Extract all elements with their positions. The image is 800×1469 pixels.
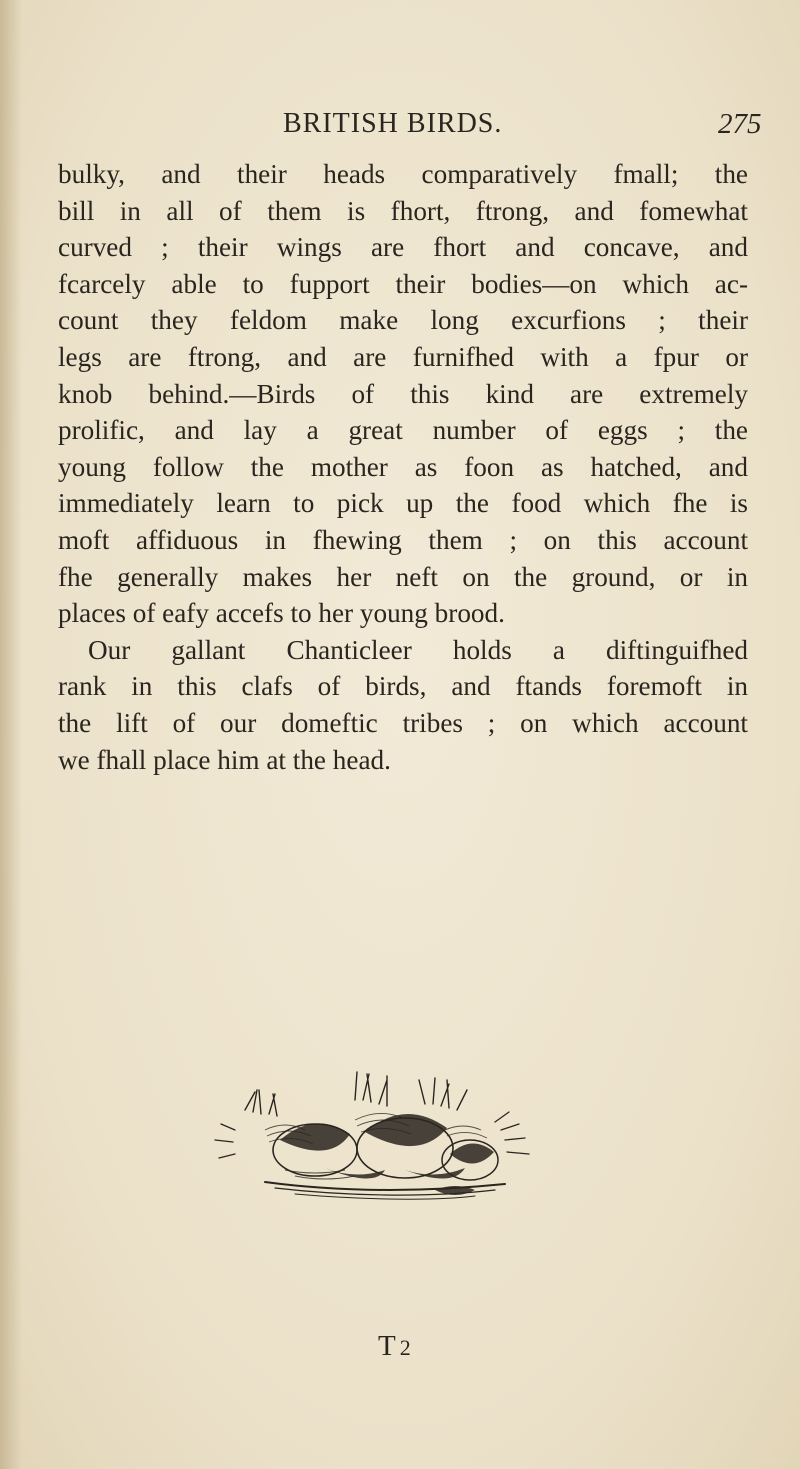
text-line: moft affiduous in fhewing them ; on this account: [58, 524, 748, 555]
text-line: the lift of our domeftic tribes ; on which account: [58, 707, 748, 738]
tailpiece-vignette: [205, 1070, 580, 1210]
text-line: young follow the mother as foon as hatched, and: [58, 451, 748, 482]
text-line: immediately learn to pick up the food which fhe is: [58, 488, 748, 519]
body-text: [58, 156, 748, 778]
page-header: [0, 108, 800, 148]
text-line: fhe generally makes her neft on the ground, or in: [58, 561, 748, 592]
signature-letter: T: [378, 1330, 396, 1362]
text-line: bulky, and their heads comparatively fmall; the: [58, 159, 748, 189]
text-line: count they feldom make long excurfions ; their: [58, 305, 748, 336]
text-line: bill in all of them is fhort, ftrong, and fomewhat: [58, 195, 748, 226]
text-line: Our gallant Chanticleer holds a diftinguifhed: [88, 634, 748, 665]
text-line: knob behind.—Birds of this kind are extremely: [58, 378, 748, 409]
text-line: prolific, and lay a great number of eggs ; the: [58, 415, 748, 446]
spine-shadow: [0, 0, 22, 1469]
signature-number: 2: [399, 1335, 411, 1360]
printer-signature: [378, 1330, 411, 1363]
text-line: fcarcely able to fupport their bodies—on which ac-: [58, 268, 748, 299]
text-line: curved ; their wings are fhort and concave, and: [58, 232, 748, 263]
text-line: places of eafy accefs to her young brood.: [58, 598, 505, 629]
text-line: we fhall place him at the head.: [58, 744, 391, 775]
text-line: rank in this clafs of birds, and ftands foremoft in: [58, 671, 748, 702]
running-head: BRITISH BIRDS.: [283, 108, 503, 139]
page-number: 275: [718, 108, 762, 140]
text-line: legs are ftrong, and are furnifhed with a fpur or: [58, 341, 748, 372]
